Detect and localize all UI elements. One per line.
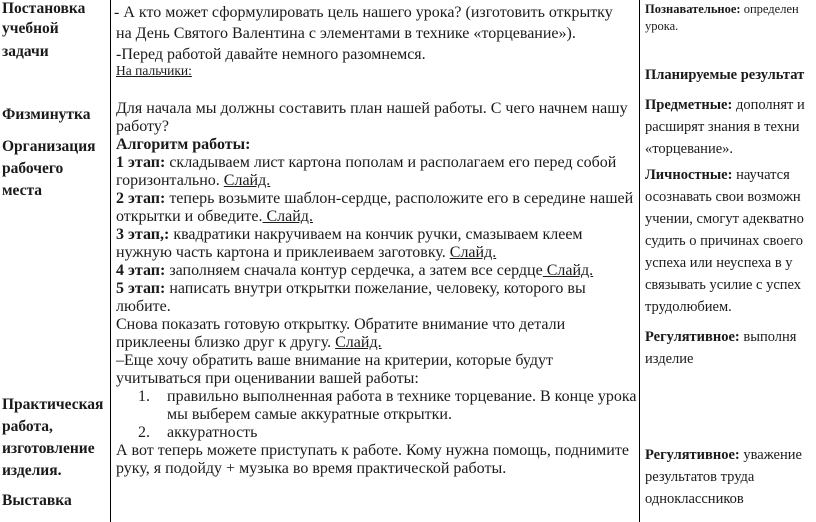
practical-label-line4: изделия. — [2, 462, 62, 479]
step3-label: 3 этап,: — [116, 226, 170, 243]
step5-line1 — [116, 278, 586, 300]
regulative2-text: уважение — [739, 447, 802, 463]
step3-text: квадратики накручиваем на кончик ручки, смазываем клеем — [169, 226, 583, 243]
organization-label-line2: рабочего — [2, 160, 64, 177]
step4-label: 4 этап: — [116, 262, 166, 279]
step4-slide-link[interactable]: Слайд. — [542, 262, 594, 279]
exhibition-label: Выставка — [2, 492, 72, 509]
column-divider-right — [639, 0, 640, 522]
algorithm-title: Алгоритм работы: — [116, 136, 251, 153]
goal-question-line2: на День Святого Валентина с элементами в технике «торцевание»). — [116, 25, 576, 42]
final-line1: А вот теперь можете приступать к работе. Кому нужна помощь, поднимите — [116, 442, 629, 459]
cognitive-line1 — [645, 0, 799, 18]
step2-text: теперь возьмите шаблон-сердце, расположите его в середине нашей — [165, 190, 634, 207]
step4-text: заполняем сначала контур сердечка, а затем все сердце — [165, 262, 543, 279]
regulative2-line2: результатов труда — [645, 469, 755, 485]
stage-label-line2: учебной — [2, 20, 59, 37]
stage-label-line3: задачи — [2, 43, 49, 60]
fizminutka-label: Физминутка — [2, 106, 91, 123]
stage-label-line1: Постановка — [2, 0, 86, 17]
step1-text-cont: горизонтально. — [116, 172, 224, 189]
step2-text-cont: открытки и обведите. — [116, 208, 263, 225]
subject-line1 — [645, 94, 805, 116]
step5-label: 5 этап: — [116, 280, 166, 297]
regulative2-line1 — [645, 444, 802, 466]
regulative1-label: Регулятивное: — [645, 329, 740, 345]
criteria-item1-number: 1. — [138, 388, 150, 405]
criteria-item1-line1: правильно выполненная работа в технике торцевание. В конце урока — [167, 388, 637, 405]
personal-line2: осознавать свои возможн — [645, 189, 801, 205]
subject-line2: расширят знания в техни — [645, 119, 800, 135]
regulative2-label: Регулятивное: — [645, 447, 740, 463]
planned-results-heading: Планируемые результат — [645, 67, 805, 83]
step5-text: написать внутри открытки пожелание, человеку, которого вы — [165, 280, 586, 297]
personal-line5: успеха или неуспеха в у — [645, 255, 793, 271]
cognitive-line2: урока. — [645, 19, 679, 33]
personal-line6: связывать усилие с успех — [645, 277, 802, 293]
organization-label-line1: Организация — [2, 138, 96, 155]
criteria-line1: –Еще хочу обратить ваше внимание на критерии, которые будут — [116, 352, 554, 369]
plan-line2: работу? — [116, 118, 169, 135]
practical-label-line1: Практическая — [2, 396, 104, 413]
personal-label: Личностные: — [645, 167, 733, 183]
criteria-line2: учитываться при оценивании вашей работы: — [116, 370, 419, 387]
subject-label: Предметные: — [645, 97, 733, 113]
cognitive-text: определен — [740, 2, 799, 16]
organization-label-line3: места — [2, 182, 43, 199]
step1-text: складываем лист картона пополам и располагаем его перед собой — [165, 154, 617, 171]
regulative1-text: выполня — [739, 329, 797, 345]
criteria-item2-text: аккуратность — [167, 424, 258, 441]
personal-line7: трудолюбием. — [645, 299, 732, 315]
regulative1-line2: изделие — [645, 351, 694, 367]
regulative2-line3: одноклассников — [645, 491, 744, 507]
personal-line3: учении, смогут адекватно — [645, 211, 804, 227]
step2-slide-link[interactable]: Слайд. — [262, 208, 313, 225]
show-card-text: приклеены близко друг к другу. — [116, 334, 336, 351]
final-line2: руку, я подойду + музыка во время практической работы. — [116, 460, 507, 477]
show-card-line1: Снова показать готовую открытку. Обратите внимание что детали — [116, 316, 566, 333]
fingers-link[interactable]: На пальчики: — [116, 63, 192, 78]
regulative1-line1 — [645, 326, 796, 348]
subject-text: дополнят и — [732, 97, 805, 113]
step3-text-cont: нужную часть картона и приклеиваем заготовку. — [116, 244, 450, 261]
practical-label-line2: работа, — [2, 418, 53, 435]
goal-question-line1: - А кто может сформулировать цель нашего урока? (изготовить открытку — [114, 4, 613, 21]
practical-label-line3: изготовление — [2, 440, 95, 457]
plan-line1: Для начала мы должны составить план нашей работы. С чего начнем нашу — [116, 100, 628, 117]
step5-line2: любите. — [116, 298, 171, 315]
step1-slide-link[interactable]: Слайд. — [223, 172, 271, 189]
warmup-line: -Перед работой давайте немного разомнемся. — [116, 46, 426, 63]
show-card-slide-link[interactable]: Слайд. — [335, 334, 382, 351]
personal-text: научатся — [732, 167, 790, 183]
criteria-item1-line2: мы выберем самые аккуратные открытки. — [167, 406, 452, 423]
column-divider-left — [110, 0, 111, 522]
personal-line1 — [645, 164, 790, 186]
step3-slide-link[interactable]: Слайд. — [449, 244, 497, 261]
subject-line3: «торцевание». — [645, 141, 734, 157]
step1-label: 1 этап: — [116, 154, 166, 171]
personal-line4: судить о причинах своего — [645, 233, 803, 249]
step2-label: 2 этап: — [116, 190, 166, 207]
criteria-item2-number: 2. — [138, 424, 150, 441]
cognitive-label: Познавательное: — [645, 2, 741, 16]
